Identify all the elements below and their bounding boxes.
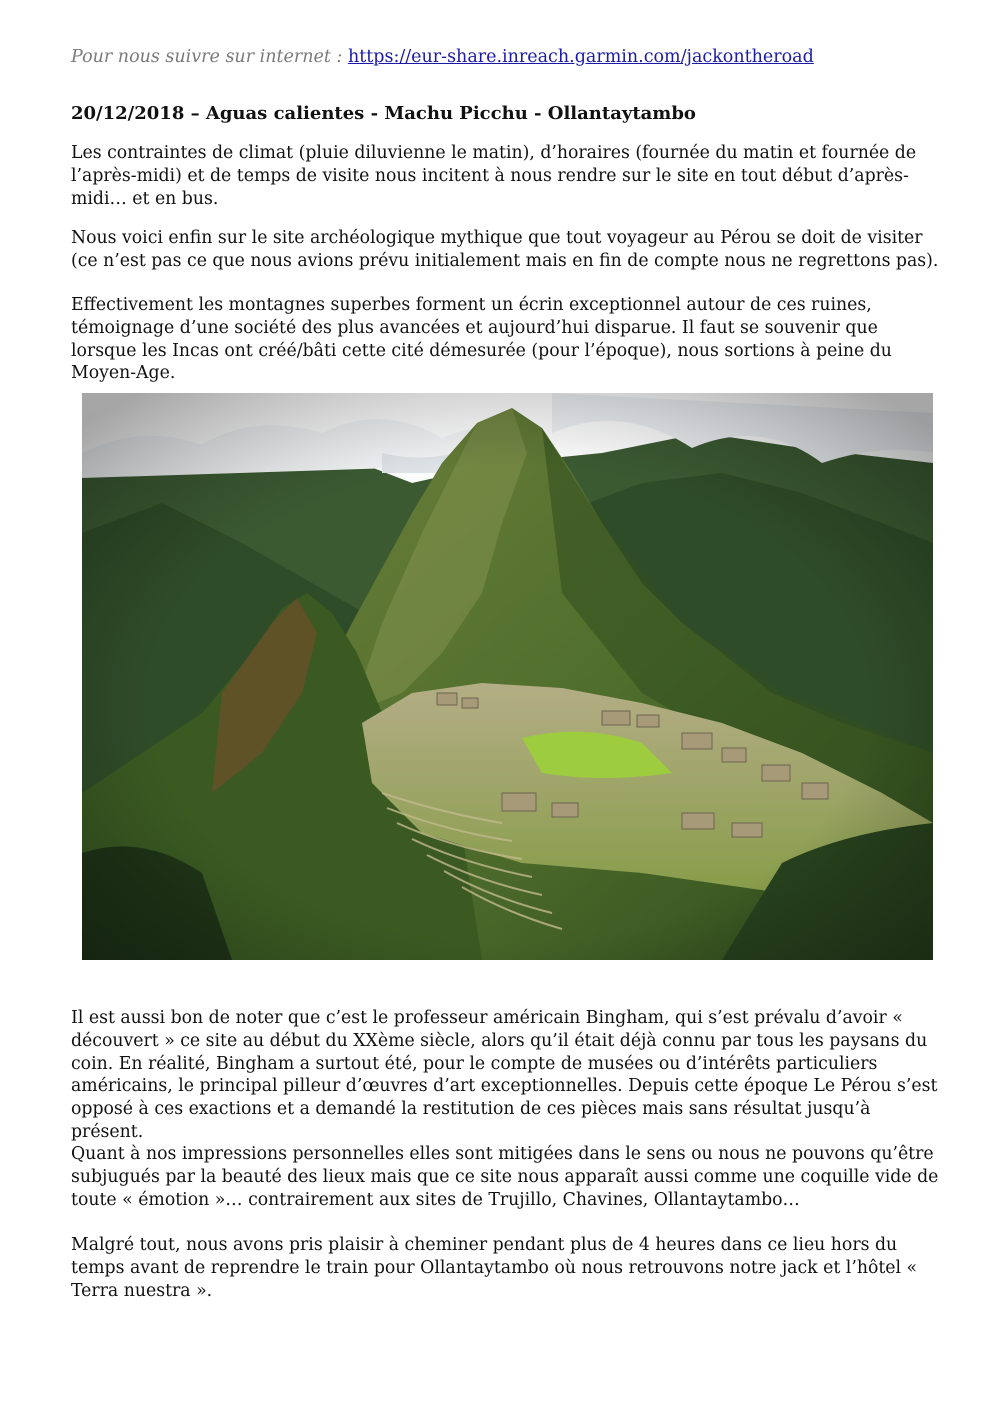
entry-title: 20/12/2018 – Aguas calientes - Machu Picchu - Ollantaytambo [71, 103, 696, 124]
paragraph-conclusion: Malgré tout, nous avons pris plaisir à cheminer pendant plus de 4 heures dans ce lieu hors du temps avant de reprendre le train pour Ollantaytambo où nous retrouvons notre jack et l’hôtel « Terra nuestra ». [71, 1235, 918, 1301]
tracking-link[interactable]: https://eur-share.inreach.garmin.com/jackontheroad [347, 47, 814, 67]
paragraph-impressions: Quant à nos impressions personnelles elles sont mitigées dans le sens ou nous ne pouvons qu’être subjugués par la beauté des lieux mais que ce site nous apparaît aussi comme une coquille vide de toute « émotion »… contrairement aux sites de Trujillo, Chavines, Ollantaytambo… [71, 1144, 939, 1210]
machu-picchu-photo [82, 393, 933, 960]
paragraph-mountains: Effectivement les montagnes superbes forment un écrin exceptionnel autour de ces ruines, témoignage d’une société des plus avancées et aujourd’hui disparue. Il faut se souvenir que lorsque les Incas ont créé/bâti cette cité démesurée (pour l’époque), nous sortions à peine du Moyen-Age. [71, 295, 892, 384]
paragraph-arrival: Nous voici enfin sur le site archéologique mythique que tout voyageur au Pérou se doit de visiter (ce n’est pas ce que nous avions prévu initialement mais en fin de compte nous ne regrettons pas). [71, 228, 939, 271]
paragraph-climate: Les contraintes de climat (pluie diluvienne le matin), d’horaires (fournée du matin et fournée de l’après-midi) et de temps de visite nous incitent à nous rendre sur le site en tout début d’après-midi… et en bus. [71, 143, 917, 209]
follow-label: Pour nous suivre sur internet : [71, 47, 343, 67]
paragraph-bingham: Il est aussi bon de noter que c’est le professeur américain Bingham, qui s’est prévalu d’avoir « découvert » ce site au début du XXème siècle, alors qu’il était déjà connu par tous les paysans du coin. En réalité, Bingham a surtout été, pour le compte de musées ou d’intérêts particuliers américains, le principal pilleur d’œuvres d’art exceptionnelles. Depuis cette époque Le Pérou s’est opposé à ces exactions et a demandé la restitution de ces pièces mais sans résultat jusqu’à présent. [71, 1008, 938, 1142]
follow-line [71, 47, 814, 67]
